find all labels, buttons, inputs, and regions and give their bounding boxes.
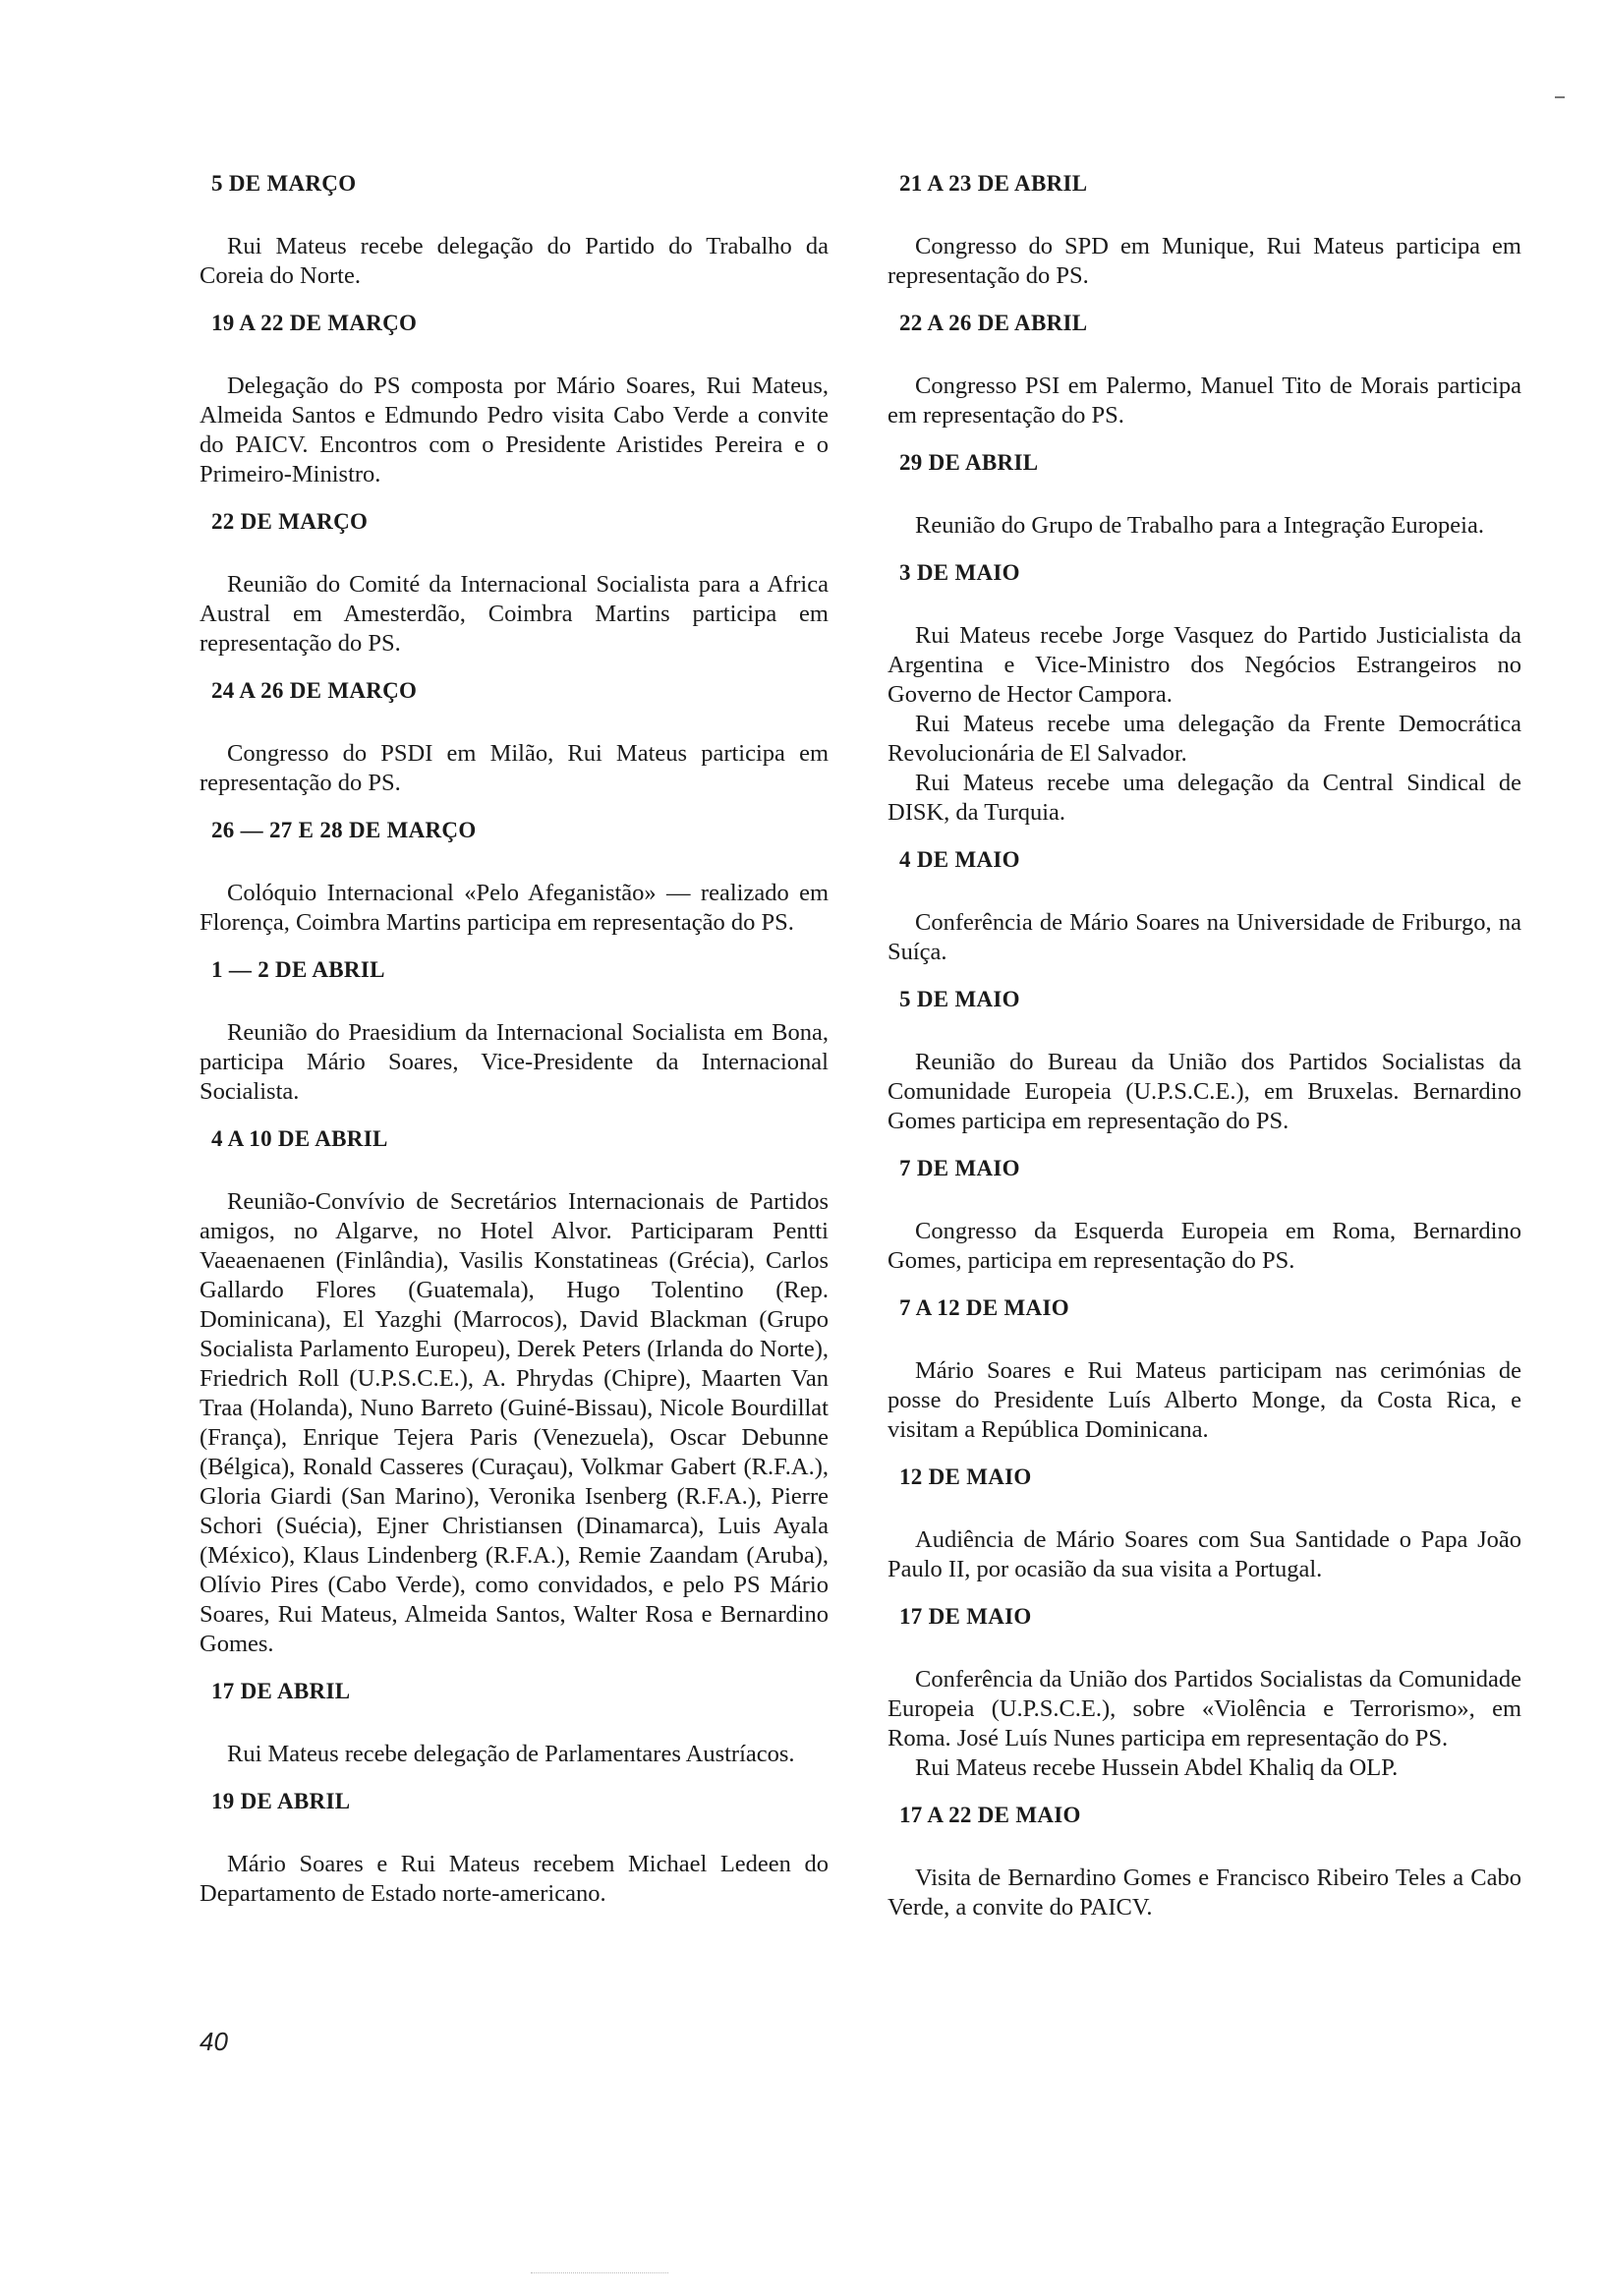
entry-paragraph: Visita de Bernardino Gomes e Francisco Ribeiro Teles a Cabo Verde, a convite do PAICV. [888, 1865, 1521, 1921]
chronology-entry [200, 955, 829, 1107]
entry-date-heading: 29 DE ABRIL [899, 450, 1039, 475]
entry-date-heading: 26 — 27 E 28 DE MARÇO [211, 818, 477, 842]
chronology-entry [888, 1154, 1521, 1276]
entry-date-heading: 22 A 26 DE ABRIL [899, 311, 1088, 335]
entry-paragraph: Rui Mateus recebe Hussein Abdel Khaliq da OLP. [915, 1754, 1399, 1781]
entry-paragraph: Congresso da Esquerda Europeia em Roma, Bernardino Gomes, participa em representação do PS. [888, 1218, 1521, 1274]
scan-specks [531, 2272, 668, 2277]
entry-date-heading: 5 DE MARÇO [211, 171, 357, 196]
chronology-entry [888, 1801, 1521, 1923]
entry-paragraph: Rui Mateus recebe uma delegação da Frente Democrática Revolucionária de El Salvador. [888, 711, 1521, 767]
chronology-entry [200, 676, 829, 798]
entry-paragraph: Conferência da União dos Partidos Socialistas da Comunidade Europeia (U.P.S.C.E.), sobre «Violência e Terrorismo», em Roma. José Luís Nunes participa em representação do PS. [888, 1666, 1521, 1751]
entry-paragraph: Audiência de Mário Soares com Sua Santidade o Papa João Paulo II, por ocasião da sua visita a Portugal. [888, 1526, 1521, 1582]
entry-date-heading: 17 A 22 DE MAIO [899, 1803, 1081, 1827]
entry-date-heading: 1 — 2 DE ABRIL [211, 957, 385, 982]
chronology-entry [888, 1463, 1521, 1584]
scan-mark [1555, 96, 1565, 98]
entry-paragraph: Reunião do Comité da Internacional Socialista para a Africa Austral em Amesterdão, Coimbra Martins participa em representação do PS. [200, 571, 829, 657]
chronology-entry [200, 1677, 829, 1769]
entry-paragraph: Congresso do SPD em Munique, Rui Mateus participa em representação do PS. [888, 233, 1521, 289]
entry-date-heading: 3 DE MAIO [899, 560, 1020, 585]
chronology-entry [888, 1293, 1521, 1445]
chronology-entry [888, 558, 1521, 828]
entry-date-heading: 4 A 10 DE ABRIL [211, 1126, 388, 1151]
entry-paragraph: Rui Mateus recebe delegação do Partido do Trabalho da Coreia do Norte. [200, 233, 829, 289]
chronology-entry [200, 1787, 829, 1909]
chronology-entry [888, 1602, 1521, 1783]
entry-paragraph: Rui Mateus recebe delegação de Parlamentares Austríacos. [227, 1741, 795, 1767]
entry-paragraph: Rui Mateus recebe Jorge Vasquez do Partido Justicialista da Argentina e Vice-Ministro dos Negócios Estrangeiros no Governo de Hector Campora. [888, 622, 1521, 708]
chronology-entry [200, 816, 829, 938]
entry-date-heading: 19 DE ABRIL [211, 1789, 351, 1813]
chronology-entry [200, 169, 829, 291]
right-column [888, 169, 1521, 1940]
entry-date-heading: 21 A 23 DE ABRIL [899, 171, 1088, 196]
chronology-entry [888, 845, 1521, 967]
entry-date-heading: 19 A 22 DE MARÇO [211, 311, 418, 335]
entry-date-heading: 4 DE MAIO [899, 847, 1020, 872]
chronology-entry [888, 309, 1521, 430]
chronology-entry [200, 1124, 829, 1659]
entry-paragraph: Reunião-Convívio de Secretários Internacionais de Partidos amigos, no Algarve, no Hotel Alvor. Participaram Pentti Vaeaenaenen (Finlândia), Vasilis Konstatineas (Grécia), Carlos Gallardo Flores (Guatemala), Hugo Tolentino (Rep. Dominicana), El Yazghi (Marrocos), David Blackman (Grupo Socialista Parlamento Europeu), Derek Peters (Irlanda do Norte), Friedrich Roll (U.P.S.C.E.), A. Phrydas (Chipre), Maarten Van Traa (Holanda), Nuno Barreto (Guiné-Bissau), Nicole Bourdillat (França), Enrique Tejera Paris (Venezuela), Oscar Debunne (Bélgica), Ronald Casseres (Curaçau), Volkmar Gabert (R.F.A.), Gloria Giardi (San Marino), Veronika Isenberg (R.F.A.), Pierre Schori (Suécia), Ejner Christiansen (Dinamarca), Luis Ayala (México), Klaus Lindenberg (R.F.A.), Remie Zaandam (Aruba), Olívio Pires (Cabo Verde), como convidados, e pelo PS Mário Soares, Rui Mateus, Almeida Santos, Walter Rosa e Bernardino Gomes. [200, 1188, 829, 1657]
entry-paragraph: Delegação do PS composta por Mário Soares, Rui Mateus, Almeida Santos e Edmundo Pedro visita Cabo Verde a convite do PAICV. Encontros com o Presidente Aristides Pereira e o Primeiro-Ministro. [200, 373, 829, 488]
entry-date-heading: 12 DE MAIO [899, 1464, 1032, 1489]
left-column [200, 169, 829, 1926]
entry-date-heading: 24 A 26 DE MARÇO [211, 678, 418, 703]
entry-paragraph: Colóquio Internacional «Pelo Afeganistão» — realizado em Florença, Coimbra Martins participa em representação do PS. [200, 880, 829, 936]
entry-paragraph: Reunião do Praesidium da Internacional Socialista em Bona, participa Mário Soares, Vice-Presidente da Internacional Socialista. [200, 1019, 829, 1105]
entry-paragraph: Mário Soares e Rui Mateus participam nas cerimónias de posse do Presidente Luís Alberto Monge, da Costa Rica, e visitam a República Dominicana. [888, 1357, 1521, 1443]
entry-paragraph: Conferência de Mário Soares na Universidade de Friburgo, na Suíça. [888, 909, 1521, 965]
entry-date-heading: 7 DE MAIO [899, 1156, 1020, 1180]
entry-paragraph: Congresso PSI em Palermo, Manuel Tito de Morais participa em representação do PS. [888, 373, 1521, 429]
entry-paragraph: Mário Soares e Rui Mateus recebem Michael Ledeen do Departamento de Estado norte-americano. [200, 1851, 829, 1907]
chronology-entry [888, 985, 1521, 1136]
entry-date-heading: 5 DE MAIO [899, 987, 1020, 1011]
entry-date-heading: 7 A 12 DE MAIO [899, 1295, 1069, 1320]
entry-date-heading: 17 DE MAIO [899, 1604, 1032, 1629]
entry-date-heading: 17 DE ABRIL [211, 1679, 351, 1703]
entry-date-heading: 22 DE MARÇO [211, 509, 369, 534]
page-number: 40 [200, 2027, 228, 2056]
chronology-entry [888, 448, 1521, 541]
chronology-entry [888, 169, 1521, 291]
entry-paragraph: Reunião do Bureau da União dos Partidos Socialistas da Comunidade Europeia (U.P.S.C.E.), em Bruxelas. Bernardino Gomes participa em representação do PS. [888, 1049, 1521, 1134]
entry-paragraph: Rui Mateus recebe uma delegação da Central Sindical de DISK, da Turquia. [888, 770, 1521, 826]
entry-paragraph: Congresso do PSDI em Milão, Rui Mateus participa em representação do PS. [200, 740, 829, 796]
entry-paragraph: Reunião do Grupo de Trabalho para a Integração Europeia. [915, 512, 1484, 539]
chronology-entry [200, 507, 829, 659]
chronology-entry [200, 309, 829, 489]
